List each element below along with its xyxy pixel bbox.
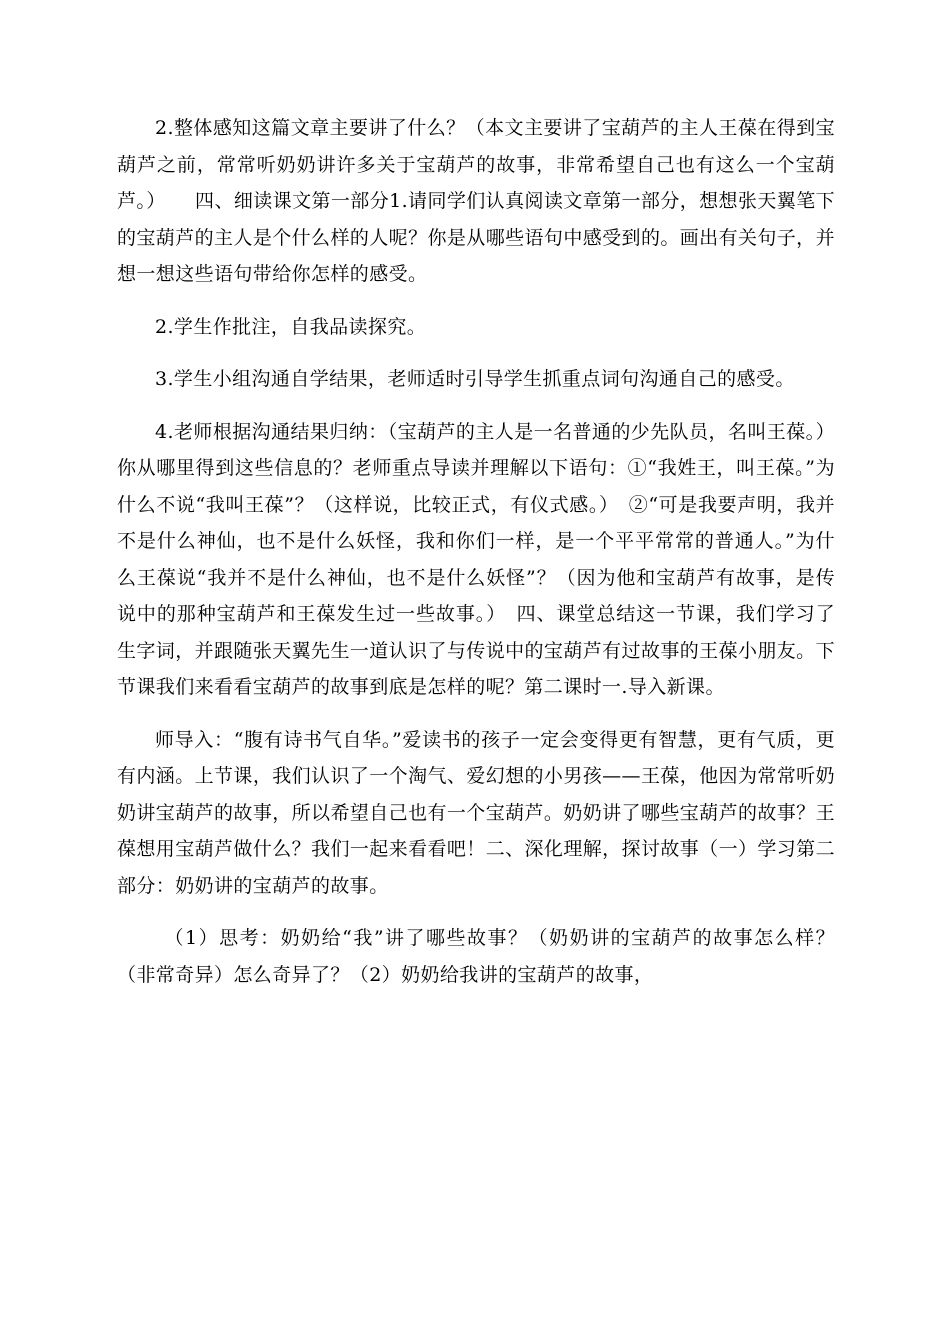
- paragraph-annotation: 2.学生作批注，自我品读探究。: [155, 315, 427, 338]
- document-body: [117, 110, 835, 1009]
- paragraph-thinking: （1）思考：奶奶给“我”讲了哪些故事？（奶奶讲的宝葫芦的故事怎么样？（非常奇异）怎么奇异了？（2）奶奶给我讲的宝葫芦的故事，: [117, 927, 835, 986]
- paragraph-summary: 4.老师根据沟通结果归纳：（宝葫芦的主人是一名普通的少先队员，名叫王葆。）你从哪里得到这些信息的？老师重点导读并理解以下语句：①“我姓王，叫王葆。”为什么不说“我叫王葆”？（这样说，比较正式，有仪式感。） ②“可是我要声明，我并不是什么神仙，也不是什么妖怪，我和你们一样，是一个平平常常的普通人。”为什么王葆说“我并不是什么神仙，也不是什么妖怪”？（因为他和宝葫芦有故事，是传说中的那种宝葫芦和王葆发生过一些故事。） 四、课堂总结这一节课，我们学习了生字词，并跟随张天翼先生一道认识了与传说中的宝葫芦有过故事的王葆小朋友。下节课我们来看看宝葫芦的故事到底是怎样的呢？第二课时一.导入新课。: [117, 420, 835, 698]
- paragraph-introduction: 师导入：“腹有诗书气自华。”爱读书的孩子一定会变得更有智慧，更有气质，更有内涵。上节课，我们认识了一个淘气、爱幻想的小男孩——王葆，他因为常常听奶奶讲宝葫芦的故事，所以希望自己也有一个宝葫芦。奶奶讲了哪些宝葫芦的故事？王葆想用宝葫芦做什么？我们一起来看看吧！二、深化理解，探讨故事（一）学习第二部分：奶奶讲的宝葫芦的故事。: [117, 728, 835, 897]
- paragraph-group-discussion: 3.学生小组沟通自学结果，老师适时引导学生抓重点词句沟通自己的感受。: [155, 368, 795, 390]
- paragraph-overview: 2.整体感知这篇文章主要讲了什么？（本文主要讲了宝葫芦的主人王葆在得到宝葫芦之前，常常听奶奶讲许多关于宝葫芦的故事，非常希望自己也有这么一个宝葫芦。） 四、细读课文第一部分1.请同学们认真阅读文章第一部分，想想张天翼笔下的宝葫芦的主人是个什么样的人呢？你是从哪些语句中感受到的。画出有关句子，并想一想这些语句带给你怎样的感受。: [117, 117, 835, 285]
